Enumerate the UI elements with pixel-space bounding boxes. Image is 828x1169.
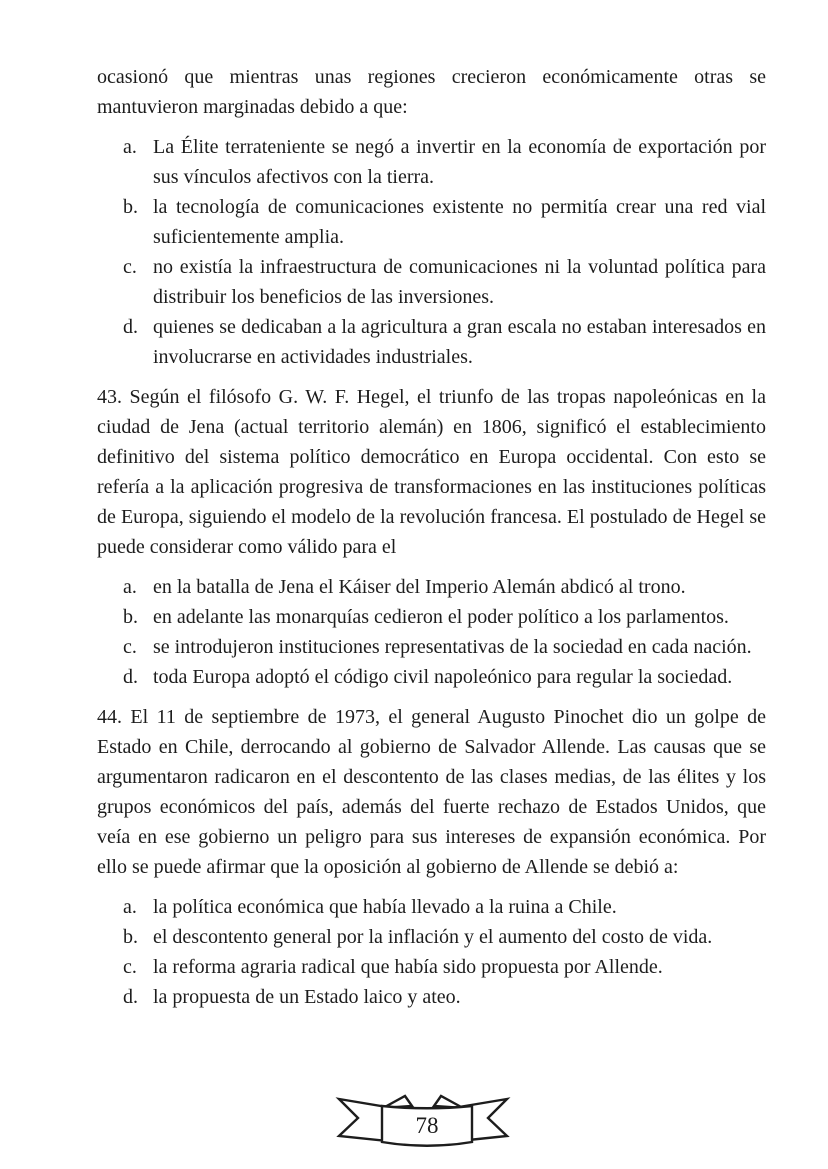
question-stem-continuation: ocasionó que mientras unas regiones crecieron económicamente otras se mantuvieron marginadas debido a que: [97,66,766,118]
option-item [123,252,766,312]
option-text: en la batalla de Jena el Káiser del Imperio Alemán abdicó al trono. [153,576,686,598]
option-marker: b. [123,606,138,628]
option-text: el descontento general por la inflación y el aumento del costo de vida. [153,926,713,948]
option-item [123,892,766,922]
question-43-stem: 43. Según el filósofo G. W. F. Hegel, el triunfo de las tropas napoleónicas en la ciudad de Jena (actual territorio alemán) en 1806, significó el establecimiento definitivo del sistema político democrático en Europa occidental. Con esto se refería a la aplicación progresiva de transformaciones en las instituciones políticas de Europa, siguiendo el modelo de la revolución francesa. El postulado de Hegel se puede considerar como válido para el [97,386,766,558]
option-item [123,312,766,372]
option-item [123,922,766,952]
option-text: no existía la infraestructura de comunicaciones ni la voluntad política para distribuir los beneficios de las inversiones. [153,256,766,308]
page-number: 78 [415,1113,439,1138]
option-item [123,982,766,1012]
option-text: se introdujeron instituciones representativas de la sociedad en cada nación. [153,636,752,658]
option-marker: d. [123,986,138,1008]
option-marker: a. [123,136,137,158]
question-44-options-list [97,892,766,1012]
option-item [123,662,766,692]
option-text: en adelante las monarquías cedieron el poder político a los parlamentos. [153,606,729,628]
option-marker: c. [123,256,137,278]
option-marker: a. [123,896,137,918]
option-marker: c. [123,956,137,978]
option-item [123,192,766,252]
question-44-stem: 44. El 11 de septiembre de 1973, el general Augusto Pinochet dio un golpe de Estado en Chile, derrocando al gobierno de Salvador Allende. Las causas que se argumentaron radicaron en el descontento de las clases medias, de las élites y los grupos económicos del país, además del fuerte rechazo de Estados Unidos, que veía en ese gobierno un peligro para sus intereses de expansión económica. Por ello se puede afirmar que la oposición al gobierno de Allende se debió a: [97,706,766,878]
option-marker: b. [123,196,138,218]
option-item [123,572,766,602]
option-text: la política económica que había llevado a la ruina a Chile. [153,896,617,918]
page-number-ribbon [335,1093,511,1161]
question-43-options-list [97,572,766,692]
option-text: La Élite terrateniente se negó a invertir en la economía de exportación por sus vínculos afectivos con la tierra. [153,136,766,188]
option-marker: c. [123,636,137,658]
option-marker: a. [123,576,137,598]
option-text: la tecnología de comunicaciones existente no permitía crear una red vial suficientemente amplia. [153,196,766,248]
option-marker: d. [123,666,138,688]
option-text: quienes se dedicaban a la agricultura a gran escala no estaban interesados en involucrarse en actividades industriales. [153,316,766,368]
option-item [123,632,766,662]
option-text: toda Europa adoptó el código civil napoleónico para regular la sociedad. [153,666,733,688]
option-text: la reforma agraria radical que había sido propuesta por Allende. [153,956,663,978]
intro-options-list [97,132,766,372]
option-item [123,132,766,192]
option-marker: b. [123,926,138,948]
option-text: la propuesta de un Estado laico y ateo. [153,986,461,1008]
option-item [123,952,766,982]
ribbon-banner-icon [335,1093,511,1161]
option-item [123,602,766,632]
option-marker: d. [123,316,138,338]
